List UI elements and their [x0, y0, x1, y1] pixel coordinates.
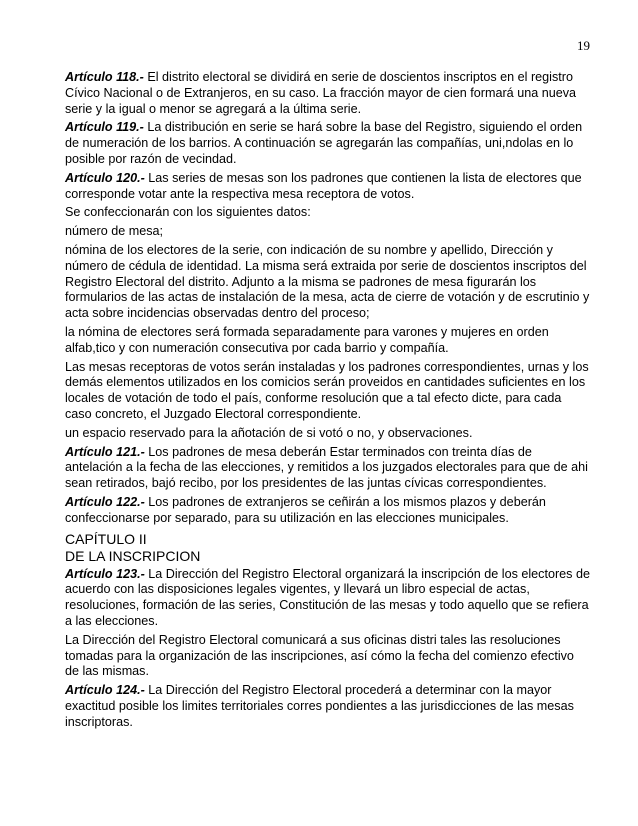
paragraph — [65, 426, 590, 442]
article-124-paragraph — [65, 683, 590, 730]
article-label: Artículo 123.- — [65, 566, 145, 581]
paragraph-text: La Dirección del Registro Electoral comunicará a sus oficinas distri tales las resoluciones tomadas para la organización de las inscripciones, así cómo la fecha del comienzo efectivo de las mismas. — [65, 632, 574, 679]
paragraph-text: Se confeccionarán con los siguientes datos: — [65, 205, 311, 220]
article-label: Artículo 122.- — [65, 494, 145, 509]
paragraph-text: Las mesas receptoras de votos serán instaladas y los padrones correspondientes, urnas y los demás elementos utilizados en los comicios serán proveidos en cantidades suficientes en los locales de votación de todo el país, conforme resolución que a tal efecto dicte, para cada caso concreto, el Juzgado Electoral correspondiente. — [65, 359, 589, 421]
article-label: Artículo 121.- — [65, 444, 145, 459]
paragraph-text: un espacio reservado para la añotación de si votó o no, y observaciones. — [65, 425, 473, 440]
paragraph-text: nómina de los electores de la serie, con indicación de su nombre y apellido, Dirección y número de cédula de identidad. La misma será extraida por serie de doscientos inscriptos del Registro Electoral del distrito. Adjunto a la misma se padrones de mesa figurarán los formularios de las actas de instalación de la mesa, acta de cierre de votación y de escrutinio y acta sobre incidencias observadas dentro del proceso; — [65, 242, 590, 321]
paragraph — [65, 205, 590, 221]
chapter-title: CAPÍTULO II — [65, 530, 147, 547]
paragraph-text: La Dirección del Registro Electoral organizará la inscripción de los electores de acuerdo con las disposiciones legales vigentes, y llevará un libro especial de actas, resoluciones, formación de las series, Constitución de las mesas y todo aquello que se refiera a las elecciones. — [65, 566, 590, 628]
paragraph-text: Las series de mesas son los padrones que contienen la lista de electores que corresponde votar ante la respectiva mesa receptora de votos. — [65, 170, 582, 201]
paragraph — [65, 360, 590, 423]
paragraph-text: Los padrones de mesa deberán Estar terminados con treinta días de antelación a la fecha de las elecciones, y remitidos a los juzgados electorales para que de ahi sean retirados, bajó recibo, por los presidentes de las juntas cívicas correspondientes. — [65, 444, 588, 491]
paragraph — [65, 243, 590, 322]
article-119-paragraph — [65, 120, 590, 167]
page-content — [65, 70, 590, 733]
page-number: 19 — [577, 38, 590, 53]
article-122-paragraph — [65, 495, 590, 527]
paragraph — [65, 633, 590, 680]
article-118-paragraph — [65, 70, 590, 117]
article-label: Artículo 119.- — [65, 120, 144, 135]
paragraph — [65, 325, 590, 357]
paragraph-text: El distrito electoral se dividirá en serie de doscientos inscriptos en el registro Cívico Nacional o de Extranjeros, en su caso. La fracción mayor de cien formará una nueva serie y la igual o menor se agregará a la última serie. — [65, 70, 577, 116]
paragraph-text: la nómina de electores será formada separadamente para varones y mujeres en orden alfab,tico y con numeración consecutiva por cada barrio y compañía. — [65, 324, 549, 355]
paragraph-text: número de mesa; — [65, 224, 164, 239]
article-121-paragraph — [65, 445, 590, 492]
paragraph-text: La Dirección del Registro Electoral procederá a determinar con la mayor exactitud posible los limites territoriales corres pondientes a las jurisdicciones de las mesas inscriptoras. — [65, 683, 574, 729]
article-label: Artículo 118.- — [65, 70, 144, 84]
paragraph — [65, 224, 590, 240]
paragraph-text: La distribución en serie se hará sobre la base del Registro, siguiendo el orden de numeración de los barrios. A continuación se agregarán las compañías, uni,ndolas en lo posible por razón de vecindad. — [65, 120, 583, 166]
chapter-subtitle: DE LA INSCRIPCION — [65, 547, 201, 564]
article-123-paragraph — [65, 567, 590, 630]
article-label: Artículo 120.- — [65, 170, 145, 185]
article-label: Artículo 124.- — [65, 683, 145, 698]
article-120-paragraph — [65, 171, 590, 203]
paragraph-text: Los padrones de extranjeros se ceñirán a los mismos plazos y deberán confeccionarse por separado, para su utilización en las elecciones municipales. — [65, 494, 546, 525]
